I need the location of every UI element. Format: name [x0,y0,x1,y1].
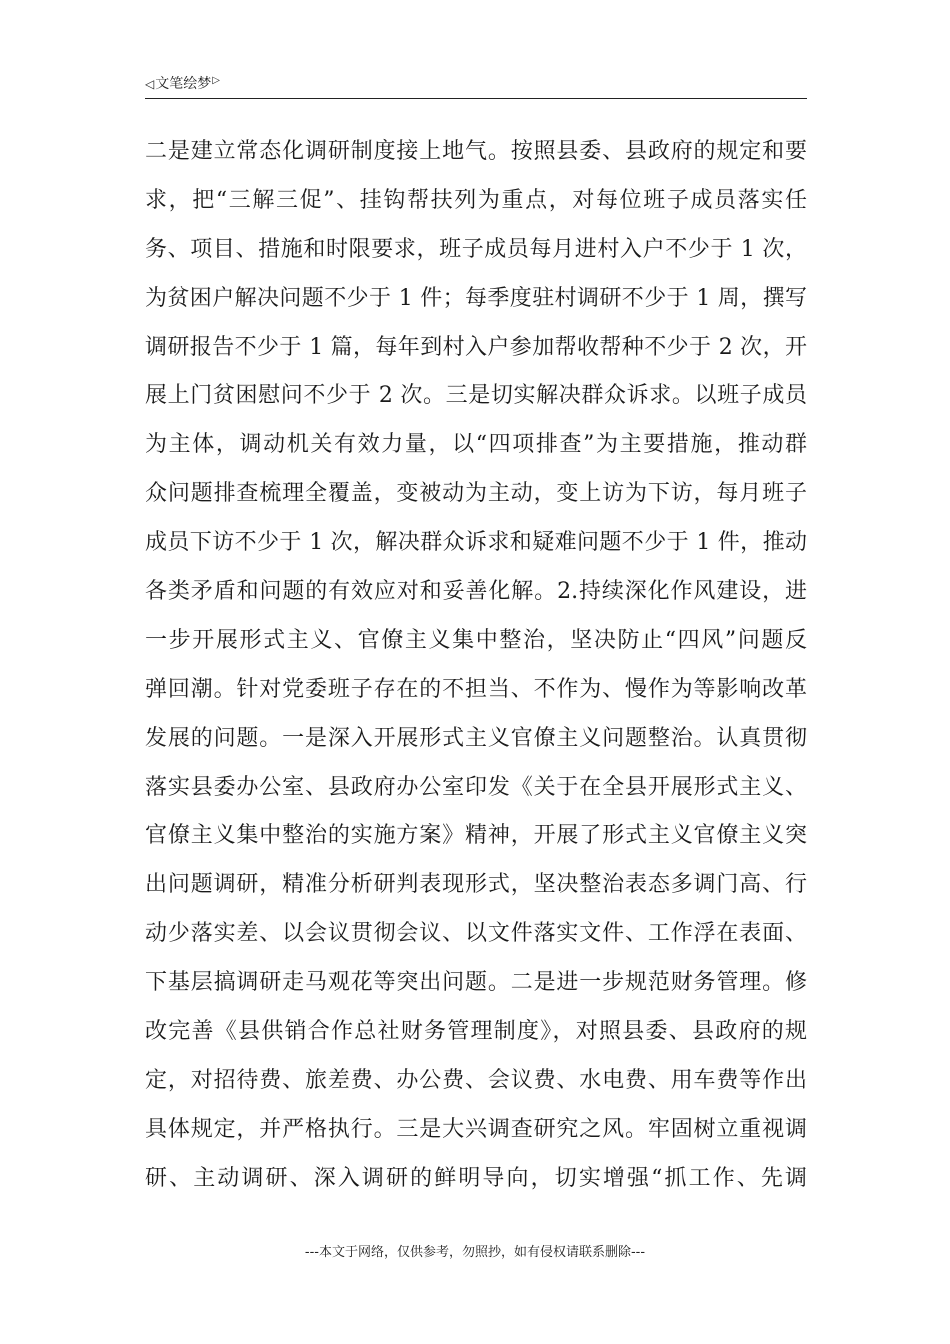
footer-disclaimer: ---本文于网络，仅供参考，勿照抄，如有侵权请联系删除--- [304,1245,646,1260]
body-line: 众问题排查梳理全覆盖，变被动为主动，变上访为下访，每月班子 [145,481,807,507]
body-line: 务、项目、措施和时限要求，班子成员每月进村入户不少于 1 次， [145,236,807,262]
body-line: 具体规定，并严格执行。三是大兴调查研究之风。牢固树立重视调 [145,1116,807,1142]
body-line: 下基层搞调研走马观花等突出问题。二是进一步规范财务管理。修 [145,970,807,996]
body-line: 官僚主义集中整治的实施方案》精神，开展了形式主义官僚主义突 [145,823,807,849]
body-line: 求，把“三解三促”、挂钩帮扶列为重点，对每位班子成员落实任 [145,187,807,213]
page-header [145,74,807,99]
left-triangle-icon: ◁ [145,77,155,91]
body-line: 一步开展形式主义、官僚主义集中整治，坚决防止“四风”问题反 [145,627,807,653]
body-line: 为贫困户解决问题不少于 1 件；每季度驻村调研不少于 1 周，撰写 [145,285,807,311]
body-line: 成员下访不少于 1 次，解决群众诉求和疑难问题不少于 1 件，推动 [145,530,807,556]
document-body [145,132,807,1208]
body-line: 定，对招待费、旅差费、办公费、会议费、水电费、用车费等作出 [145,1067,807,1093]
right-triangle-icon: ▷ [212,75,220,86]
body-line: 调研报告不少于 1 篇，每年到村入户参加帮收帮种不少于 2 次，开 [145,334,807,360]
body-line: 发展的问题。一是深入开展形式主义官僚主义问题整治。认真贯彻 [145,725,807,751]
body-line: 为主体，调动机关有效力量，以“四项排查”为主要措施，推动群 [145,432,807,458]
body-line: 动少落实差、以会议贯彻会议、以文件落实文件、工作浮在表面、 [145,921,807,947]
body-line: 改完善《县供销合作总社财务管理制度》，对照县委、县政府的规 [145,1019,807,1045]
body-line: 二是建立常态化调研制度接上地气。按照县委、县政府的规定和要 [145,139,807,164]
body-line: 展上门贫困慰问不少于 2 次。三是切实解决群众诉求。以班子成员 [145,383,807,409]
body-line: 出问题调研，精准分析研判表现形式，坚决整治表态多调门高、行 [145,872,807,898]
body-line: 弹回潮。针对党委班子存在的不担当、不作为、慢作为等影响改革 [145,676,807,702]
body-line: 落实县委办公室、县政府办公室印发《关于在全县开展形式主义、 [145,774,807,800]
body-line: 各类矛盾和问题的有效应对和妥善化解。2.持续深化作风建设，进 [145,579,807,605]
body-line: 研、主动调研、深入调研的鲜明导向，切实增强“抓工作、先调 [145,1165,807,1191]
header-title: 文笔绘梦 [155,76,212,92]
header-title-row [145,74,807,94]
